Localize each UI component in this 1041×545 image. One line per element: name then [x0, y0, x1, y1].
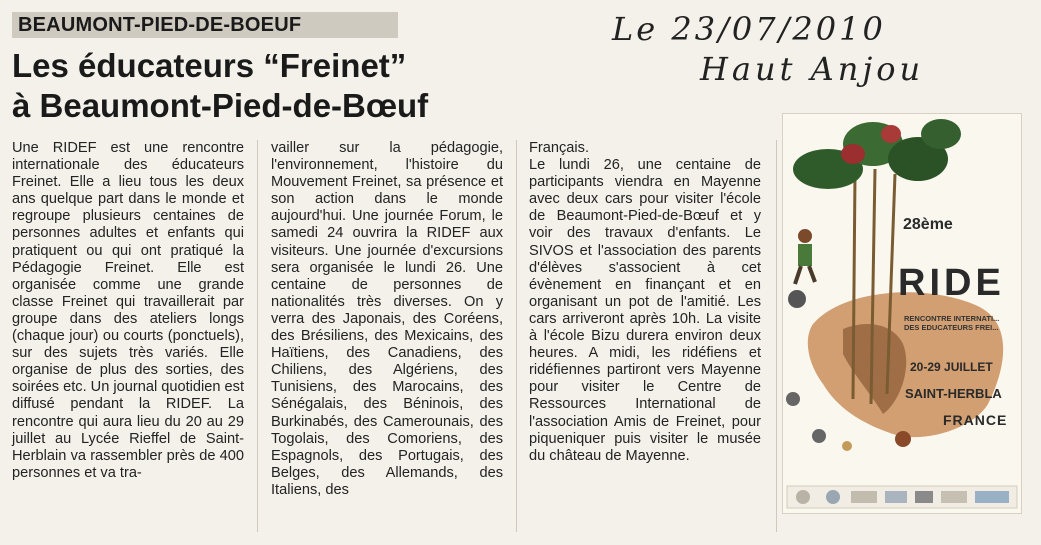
child-head — [798, 229, 812, 243]
article-column-2 — [271, 140, 503, 499]
poster-subtitle: RENCONTRE INTERNATI... DES EDUCATEURS FREI... — [904, 314, 1000, 332]
handwritten-date: Le 23/07/2010 — [612, 10, 886, 48]
child-leg — [795, 266, 801, 284]
poster-country: FRANCE — [943, 412, 1008, 428]
sponsor-logo — [941, 491, 967, 503]
leaf-shape — [921, 119, 961, 149]
sponsor-logo — [885, 491, 907, 503]
stone-shape — [842, 441, 852, 451]
flower-shape — [841, 144, 865, 164]
plant-stem — [853, 174, 855, 399]
ridef-poster — [782, 113, 1022, 514]
column-text: Une RIDEF est une rencontre internationale des éducateurs Freinet. Elle a lieu tous les deux ans quelque part dans le monde et regroupe plusieurs centaines de personnes adultes et enfants qui pratiquent ou qui ont pratiqué la Pédagogie Freinet. Elle est organisée comme une grande classe Freinet qui travaillerait par groupe dans des ateliers longs (chaque jour) ou courts (ponctuels), sur des sujets très variés. Elle organise de plus des sorties, des soirées etc. Un journal quotidien est diffusé pendant la RIDEF. La rencontre qui aura lieu du 20 au 29 juillet au Lycée Rieffel de Saint-Herblain va rassembler près de 400 personnes et va tra- — [12, 140, 245, 481]
column-divider — [776, 140, 777, 532]
poster-title: RIDE — [898, 262, 1005, 304]
stone-shape — [812, 429, 826, 443]
section-rubric: BEAUMONT-PIED-DE-BOEUF — [12, 12, 398, 38]
handwritten-newspaper-name: Haut Anjou — [700, 50, 925, 88]
sponsor-logo — [975, 491, 1009, 503]
stone-shape — [895, 431, 911, 447]
child-body — [798, 244, 812, 266]
stone-shape — [786, 392, 800, 406]
sponsor-logo — [915, 491, 933, 503]
stone-shape — [788, 290, 806, 308]
article-column-3 — [529, 140, 761, 465]
column-divider — [257, 140, 258, 532]
article-headline — [12, 46, 572, 126]
article-column-1 — [12, 140, 244, 482]
poster-dates: 20-29 JUILLET — [910, 360, 993, 374]
column-text: Français. Le lundi 26, une centaine de participants viendra en Mayenne avec deux cars pour visiter l'école de Beaumont-Pied-de-Bœuf et y voir des travaux d'enfants. Le SIVOS et l'association des parents d'élèves s'associent à cet évènement en finançant et en organisant un pot de l'amitié. Les cars arriveront après 10h. La visite à l'école Bizu durera environ deux heures. A midi, les ridéfiens et ridéfiennes partiront vers Mayenne pour visiter le Centre de Ressources International de l'association Amis de Freinet, pour piqueniquer puis visiter le musée du château de Mayenne. — [529, 140, 761, 464]
column-text: vailler sur la pédagogie, l'environnement, l'histoire du Mouvement Freinet, sa présence et son action dans le monde aujourd'hui. Une journée Forum, le samedi 24 ouvrira la RIDEF aux visiteurs. Une journée d'excursions sera organisée le lundi 26. Une centaine de personnes de nationalités très diverses. On y verra des Japonais, des Coréens, des Brésiliens, des Mexicains, des Haïtiens, des Canadiens, des Chiliens, des Algériens, des Tunisiens, des Marocains, des Sénégalais, des Béninois, des Burkinabés, des Camerounais, des Togolais, des Comoriens, des Espagnols, des Portugais, des Belges, des Allemands, des Italiens, des — [271, 140, 503, 498]
poster-edition: 28ème — [903, 216, 953, 233]
headline-line-2: à Beaumont-Pied-de-Bœuf — [12, 87, 429, 124]
headline-line-1: Les éducateurs “Freinet” — [12, 47, 407, 84]
sponsor-logo — [851, 491, 877, 503]
child-leg — [809, 266, 815, 282]
poster-place: SAINT-HERBLA — [905, 386, 1002, 401]
column-divider — [516, 140, 517, 532]
flower-shape — [881, 125, 901, 143]
sponsor-logo — [796, 490, 810, 504]
sponsor-logo — [826, 490, 840, 504]
